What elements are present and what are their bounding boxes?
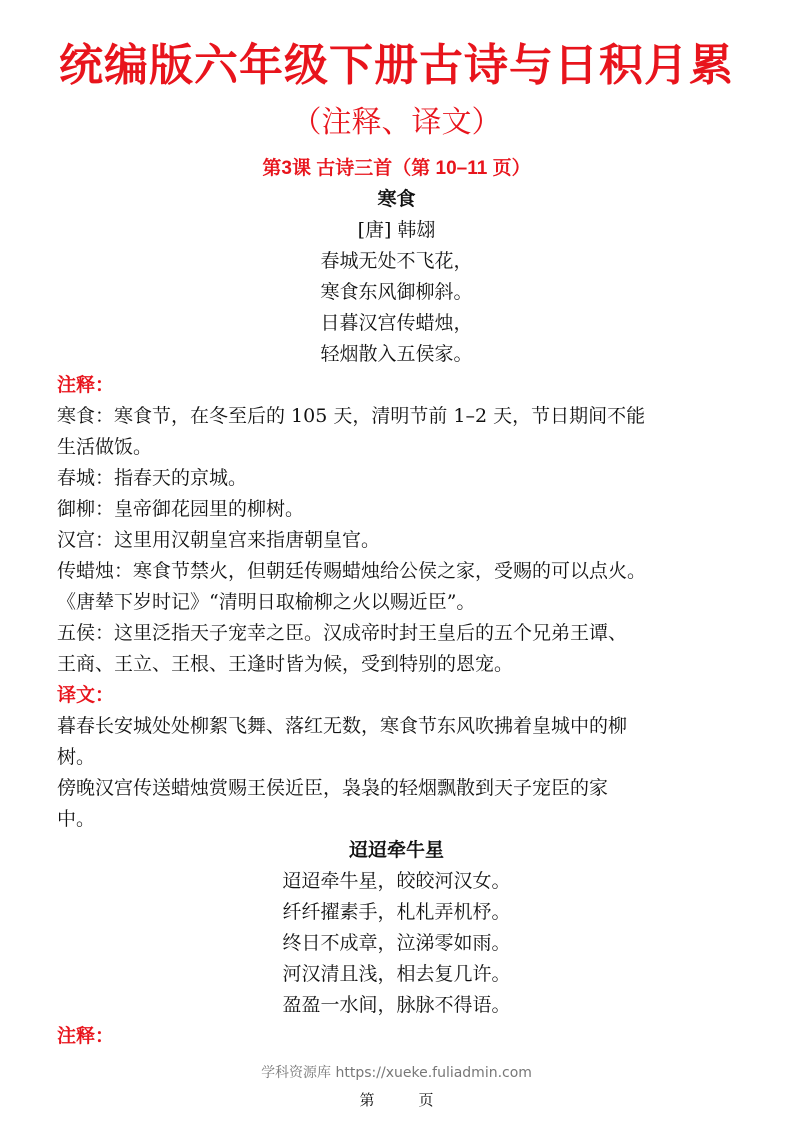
- document-title: 统编版六年级下册古诗与日积月累: [59, 40, 734, 91]
- translation-heading: 译文：: [57, 684, 115, 706]
- poem-line: 寒食东风御柳斜。: [320, 281, 473, 303]
- note-line: 传蜡烛：寒食节禁火，但朝廷传赐蜡烛给公侯之家，受赐的可以点火。: [57, 560, 647, 582]
- note-line: 王商、王立、王根、王逢时皆为候，受到特别的恩宠。: [57, 653, 514, 675]
- note-line: 五侯：这里泛指天子宠幸之臣。汉成帝时封王皇后的五个兄弟王谭、: [57, 622, 628, 644]
- page-suffix: 页: [418, 1091, 434, 1109]
- lesson-heading: 第3课 古诗三首（第 10–11 页）: [262, 158, 531, 179]
- poem-title: 迢迢牵牛星: [348, 839, 444, 861]
- notes-heading: 注释：: [57, 374, 115, 396]
- note-line: 寒食：寒食节，在冬至后的 105 天，清明节前 1–2 天，节日期间不能: [57, 405, 646, 427]
- notes-heading: 注释：: [57, 1025, 115, 1047]
- poem-title: 寒食: [377, 188, 416, 210]
- note-line: 春城：指春天的京城。: [57, 467, 248, 489]
- note-line: 生活做饭。: [57, 436, 153, 458]
- translation-line: 中。: [57, 808, 96, 830]
- poem-line: 纤纤擢素手，札札弄机杼。: [282, 901, 511, 923]
- note-line: 汉宫：这里用汉朝皇宫来指唐朝皇官。: [57, 529, 381, 551]
- poem-line: 日暮汉宫传蜡烛，: [320, 312, 473, 334]
- poem-line: 轻烟散入五侯家。: [320, 343, 473, 365]
- document-body: [57, 153, 757, 1052]
- translation-line: 傍晚汉宫传送蜡烛赏赐王侯近臣，袅袅的轻烟飘散到天子宠臣的家: [57, 777, 609, 799]
- note-line: 《唐辇下岁时记》“清明日取榆柳之火以赐近臣”。: [57, 591, 476, 613]
- document-subtitle: （注释、译文）: [291, 105, 502, 140]
- poem-line: 终日不成章，泣涕零如雨。: [282, 932, 511, 954]
- poem-line: 迢迢牵牛星，皎皎河汉女。: [282, 870, 511, 892]
- translation-line: 树。: [57, 746, 96, 768]
- poem-line: 盈盈一水间，脉脉不得语。: [282, 994, 511, 1016]
- watermark: 学科资源库 https://xueke.fuliadmin.com: [261, 1065, 532, 1081]
- poem-author: [唐] 韩翃: [357, 219, 436, 241]
- translation-line: 暮春长安城处处柳絮飞舞、落红无数，寒食节东风吹拂着皇城中的柳: [57, 715, 628, 737]
- poem-line: 河汉清且浅，相去复几许。: [282, 963, 511, 985]
- note-line: 御柳：皇帝御花园里的柳树。: [57, 498, 305, 520]
- page-prefix: 第: [359, 1091, 375, 1109]
- poem-line: 春城无处不飞花，: [320, 250, 473, 272]
- page-number: [0, 1090, 793, 1110]
